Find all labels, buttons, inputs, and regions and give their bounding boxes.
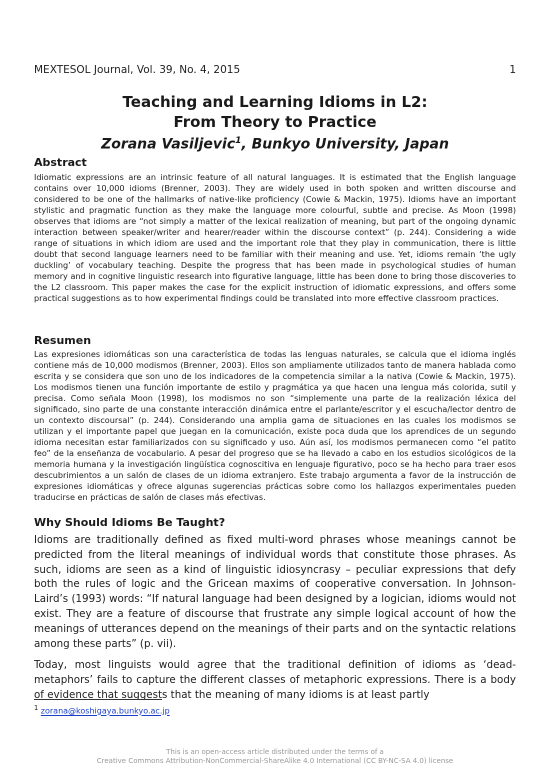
section-heading: Why Should Idioms Be Taught? [34, 516, 226, 529]
page-number: 1 [509, 64, 516, 76]
resumen-text: Las expresiones idiomáticas son una característica de todas las lenguas naturales, se calcula que el idioma inglés contiene más de 10,000 modismos (Brenner, 2003). Ellos son ampliamente utilizados tanto de manera hablada como escrita y se considera que son uno de los indicadores de la competencia similar a la nativa (Cowie & Mackin, 1975). Los modismos tienen una función importante de estilo y pragmática ya que hacen una lengua más colorida, sutil y precisa. Como señala Moon (1998), los modismos no son “simplemente una parte de la realización léxica del significado, sino parte de una constante interacción dinámica entre el parlante/escritor y el escucha/lector dentro de un contexto discoursal” (p. 244). Considerando una amplia gama de situaciones en las cuales los modismos se utilizan y el importante papel que juegan en la comunicación, existe poca duda que los aprendices de un segundo idioma necesitan estar familiarizados con su significado y uso. Aún así, los modismos permanecen como “el patito feo” de la enseñanza de vocabulario. A pesar del progreso que se ha llevado a cabo en los estudios sicológicos de la memoria humana y la investigación lingüística cognoscitiva en lenguaje figurativo, poco se ha hecho para traer esos descubrimientos a un salón de clases de un idioma extranjero. Este trabajo argumenta a favor de la instrucción de expresiones idiomáticas y ofrece algunas sugerencias prácticas sobre como los hallazgos experimentales pueden traducirse en prácticas de salón de clases más efectivas. [34, 349, 516, 502]
footnote-divider [34, 699, 162, 700]
footnote-email-link[interactable]: zorana@koshigaya.bunkyo.ac.jp [40, 706, 170, 716]
running-header [34, 64, 516, 78]
license-notice [0, 748, 550, 766]
author-affiliation: , Bunkyo University, Japan [241, 136, 449, 153]
section-paragraph-1: Idioms are traditionally defined as fixed multi-word phrases whose meanings cannot be predicted from the literal meanings of individual words that constitute those phrases. As such, idioms are seen as a kind of linguistic idiosyncrasy – peculiar expressions that defy both the rules of logic and the Gricean maxims of cooperative conversation. In Johnson-Laird’s (1993) words: “If natural language had been designed by a logician, idioms would not exist. They are a feature of discourse that frustrate any simple logical account of how the meanings of utterances depend on the meanings of their parts and on the syntactic relations among these parts” (p. vii). [34, 534, 516, 650]
license-line-2: Creative Commons Attribution-NonCommercial-ShareAlike 4.0 International (CC BY-NC-SA 4.0) license [96, 757, 454, 765]
footnote-mark: 1 [34, 704, 39, 712]
section-body [34, 533, 516, 710]
author-line [0, 136, 550, 153]
paper-title [0, 92, 550, 132]
abstract-text: Idiomatic expressions are an intrinsic feature of all natural languages. It is estimated that the English language contains over 10,000 idioms (Brenner, 2003). They are widely used in both spoken and written discourse and considered to be one of the hallmarks of native-like proficiency (Cowie & Mackin, 1975). Idioms have an important stylistic and pragmatic function as they make the language more colourful, subtle and precise. As Moon (1998) observes that idioms are “not simply a matter of the lexical realization of meaning, but part of the ongoing dynamic interaction between speaker/writer and hearer/reader within the discourse context” (p. 244). Considering a wide range of situations in which idiom are used and the important role that they play in communication, there is little doubt that second language learners need to be familiar with their meaning and use. Yet, idioms remain ‘the ugly duckling’ of vocabulary teaching. Despite the progress that has been made in psychological studies of human memory and in cognitive linguistic research into figurative language, little has been done to bring those discoveries to the L2 classroom. This paper makes the case for the explicit instruction of idiomatic expressions, and offers some practical suggestions as to how experimental findings could be translated into more effective classroom practices. [34, 172, 516, 303]
resumen-heading: Resumen [34, 334, 92, 347]
footnote [34, 704, 170, 716]
journal-citation: MEXTESOL Journal, Vol. 39, No. 4, 2015 [34, 64, 241, 76]
author-footnote-mark: 1 [235, 136, 242, 146]
abstract-heading: Abstract [34, 156, 87, 169]
title-line-2: From Theory to Practice [173, 113, 377, 131]
title-line-1: Teaching and Learning Idioms in L2: [122, 93, 428, 111]
license-line-1: This is an open-access article distributed under the terms of a [166, 748, 384, 756]
section-paragraph-2: Today, most linguists would agree that the traditional definition of idioms as ‘dead-metaphors’ fails to capture the different classes of metaphoric expressions. There is a body of evidence that suggests that the meaning of many idioms is at least partly [34, 659, 516, 701]
author-name: Zorana Vasiljevic [101, 136, 236, 153]
